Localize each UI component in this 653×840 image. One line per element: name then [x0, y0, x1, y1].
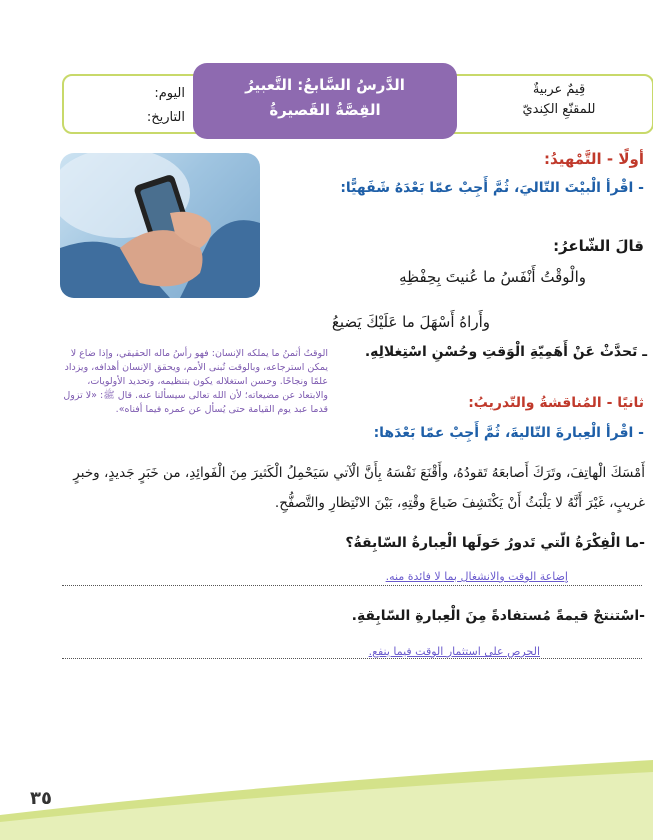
- verse-line-2: وأَراهُ أَسْهَلَ ما عَلَيْكَ يَضيعُ: [331, 313, 490, 331]
- model-answer-note: الوقتُ أثمنُ ما يملكه الإنسان: فهو رأسُ ماله الحقيقي، وإذا ضاع لا يمكن استرجاعه، وبالوقت تُبنى الأمم، ويحقق الإنسان أهدافه، ويزداد علمًا ونجاحًا. وحسن استغلاله يكون بتنظيمه، وتحديد الأولويات، والابتعاد عن مضيعاته؛ لأن الله تعالى سيسألنا عنه. قال ﷺ: «لا تزول قدما عبد يوم القيامة حتى يُسأل عن عمره فيما أفناه».: [63, 348, 328, 415]
- section1-question: ـ تَحدَّثْ عَنْ أَهَمِيّةِ الْوَقتِ وحُسْنِ اسْتِغلالِهِ.: [364, 344, 647, 360]
- day-date-fields: [70, 82, 185, 130]
- section1-instruction: - اقْرأ الْبيْتَ التّاليَ، ثُمَّ أَجِبْ عمّا بَعْدَهُ شَفَهيًّا:: [340, 180, 644, 196]
- book-title: [470, 80, 648, 120]
- book-title-line2: للمقنّعِ الكِنديّ: [522, 102, 596, 117]
- lesson-title: الدَّرسُ السَّابعُ: التَّعبيرُ: [245, 76, 405, 94]
- answer-2: الحرص على استثمار الوقت فيما ينفع.: [368, 645, 540, 658]
- lesson-title-box: [193, 63, 457, 139]
- book-title-line1: قِيمٌ عربيةٌ: [532, 82, 586, 97]
- section1-title: أولًا - التَّمْهيدُ:: [544, 150, 644, 168]
- answer-1: إضاعة الوقت والانشغال بما لا فائدة منه.: [385, 570, 568, 583]
- hand-holding-phone-illustration: [60, 153, 260, 298]
- answer-line-1: [62, 585, 642, 586]
- date-label: التاريخ:: [146, 110, 185, 125]
- phone-photo: [60, 153, 260, 298]
- reading-passage: أَمْسَكَ الْهاتِفَ، وتَرَكَ أَصابعَهُ تَقودُهُ، وأَقْنَعَ نَفْسَهُ بِأَنَّ الْآتي سَيَحْمِلُ الْكَثيرَ مِنَ الْفَوائِدِ، من خَبَرٍ جَديدٍ، وخبرٍ غريبٍ، غَيْرَ أَنَّهُ لا يَلْبَثُ أَنْ يَكْتَشِفَ ضَياعَ وقْتِهِ، بَيْنَ الانْتِظارِ والتَّصفُّحِ.: [73, 465, 645, 511]
- section2-instruction: - اقْرأ الْعِبارةَ التّاليةَ، ثُمَّ أَجِبْ عمّا بَعْدَها:: [373, 425, 644, 441]
- question-2: -اسْتنتجْ قيمةً مُستفادةً مِنَ الْعِبارةِ السّابِقةِ.: [351, 608, 645, 624]
- question-1: -ما الْفِكْرَةُ الّتي تَدورُ حَولَها الْعِبارةُ السّابِقةُ؟: [345, 535, 645, 551]
- day-label: اليوم:: [154, 86, 185, 101]
- page-number: ٣٥: [30, 788, 52, 809]
- poet-intro: قالَ الشّاعرُ:: [553, 237, 644, 255]
- section2-title: ثانيًا - المُناقشةُ والتّدريبُ:: [468, 395, 644, 411]
- lesson-subtitle: القِصَّةُ القَصيرةُ: [269, 101, 381, 119]
- footer-green-band: [0, 760, 653, 840]
- verse-line-1: والْوقْتُ أَنْفَسُ ما عُنيتَ بِحِفْظِهِ: [399, 268, 586, 286]
- answer-line-2: [62, 658, 642, 659]
